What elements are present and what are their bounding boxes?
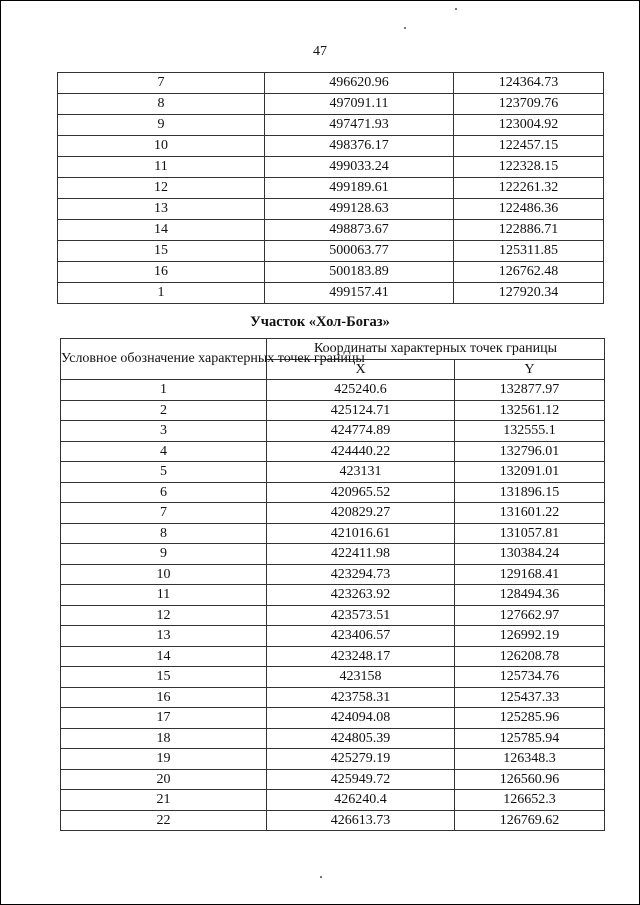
coord-y-cell: 131601.22 <box>455 503 605 524</box>
coord-y-cell: 123004.92 <box>454 115 604 136</box>
coord-x-cell: 424805.39 <box>267 728 455 749</box>
header-col-y: Y <box>455 359 605 380</box>
table-header-row <box>61 339 605 360</box>
coord-y-cell: 127920.34 <box>454 283 604 304</box>
coord-y-cell: 131896.15 <box>455 482 605 503</box>
point-number-cell: 14 <box>61 646 267 667</box>
point-number-cell: 15 <box>58 241 265 262</box>
coord-x-cell: 421016.61 <box>267 523 455 544</box>
table-row <box>61 400 605 421</box>
coord-x-cell: 500183.89 <box>265 262 454 283</box>
coord-y-cell: 123709.76 <box>454 94 604 115</box>
point-number-cell: 1 <box>61 380 267 401</box>
coord-x-cell: 499128.63 <box>265 199 454 220</box>
coord-x-cell: 424440.22 <box>267 441 455 462</box>
table-row <box>61 626 605 647</box>
point-number-cell: 17 <box>61 708 267 729</box>
table-row <box>58 178 604 199</box>
point-number-cell: 3 <box>61 421 267 442</box>
table-row <box>61 749 605 770</box>
table-row <box>58 220 604 241</box>
header-coordinates-group: Координаты характерных точек границы <box>267 339 605 360</box>
table-row <box>58 73 604 94</box>
point-number-cell: 10 <box>58 136 265 157</box>
coord-x-cell: 425240.6 <box>267 380 455 401</box>
scan-speck <box>320 876 322 878</box>
table-row <box>61 421 605 442</box>
coord-y-cell: 126762.48 <box>454 262 604 283</box>
coord-x-cell: 420829.27 <box>267 503 455 524</box>
point-number-cell: 1 <box>58 283 265 304</box>
table-row <box>61 667 605 688</box>
coord-y-cell: 125437.33 <box>455 687 605 708</box>
coord-x-cell: 496620.96 <box>265 73 454 94</box>
point-number-cell: 16 <box>58 262 265 283</box>
scan-speck <box>455 8 457 10</box>
coord-y-cell: 125785.94 <box>455 728 605 749</box>
coord-x-cell: 498873.67 <box>265 220 454 241</box>
point-number-cell: 5 <box>61 462 267 483</box>
coord-x-cell: 498376.17 <box>265 136 454 157</box>
coord-x-cell: 424094.08 <box>267 708 455 729</box>
point-number-cell: 22 <box>61 810 267 831</box>
point-number-cell: 20 <box>61 769 267 790</box>
coord-y-cell: 122457.15 <box>454 136 604 157</box>
header-point-designation: Условное обозначение характерных точек границы <box>61 339 267 380</box>
point-number-cell: 16 <box>61 687 267 708</box>
coord-x-cell: 499157.41 <box>265 283 454 304</box>
coord-x-cell: 425949.72 <box>267 769 455 790</box>
table-row <box>61 462 605 483</box>
coord-x-cell: 423263.92 <box>267 585 455 606</box>
coord-x-cell: 497471.93 <box>265 115 454 136</box>
coord-x-cell: 426613.73 <box>267 810 455 831</box>
coord-x-cell: 423573.51 <box>267 605 455 626</box>
table-row <box>58 241 604 262</box>
coord-x-cell: 423131 <box>267 462 455 483</box>
table2-body <box>61 380 605 831</box>
coord-x-cell: 423158 <box>267 667 455 688</box>
table-row <box>58 262 604 283</box>
table-row <box>61 544 605 565</box>
page-number: 47 <box>313 44 327 59</box>
coord-y-cell: 122886.71 <box>454 220 604 241</box>
table-row <box>61 790 605 811</box>
point-number-cell: 8 <box>58 94 265 115</box>
coord-x-cell: 423758.31 <box>267 687 455 708</box>
coord-y-cell: 126208.78 <box>455 646 605 667</box>
table-row <box>58 94 604 115</box>
point-number-cell: 10 <box>61 564 267 585</box>
point-number-cell: 12 <box>58 178 265 199</box>
coord-y-cell: 131057.81 <box>455 523 605 544</box>
point-number-cell: 4 <box>61 441 267 462</box>
point-number-cell: 11 <box>61 585 267 606</box>
table-row <box>61 585 605 606</box>
header-col-x: X <box>267 359 455 380</box>
table-row <box>61 482 605 503</box>
coord-y-cell: 126652.3 <box>455 790 605 811</box>
coord-y-cell: 126992.19 <box>455 626 605 647</box>
point-number-cell: 14 <box>58 220 265 241</box>
coord-x-cell: 424774.89 <box>267 421 455 442</box>
coord-x-cell: 499033.24 <box>265 157 454 178</box>
table-row <box>58 115 604 136</box>
coord-y-cell: 132877.97 <box>455 380 605 401</box>
table-row <box>58 136 604 157</box>
table-row <box>58 283 604 304</box>
coordinates-table <box>60 338 605 831</box>
coord-y-cell: 125311.85 <box>454 241 604 262</box>
coord-x-cell: 499189.61 <box>265 178 454 199</box>
point-number-cell: 11 <box>58 157 265 178</box>
point-number-cell: 9 <box>61 544 267 565</box>
coord-x-cell: 426240.4 <box>267 790 455 811</box>
table-row <box>61 728 605 749</box>
point-number-cell: 18 <box>61 728 267 749</box>
table-row <box>61 441 605 462</box>
point-number-cell: 13 <box>58 199 265 220</box>
coord-y-cell: 126769.62 <box>455 810 605 831</box>
coord-y-cell: 132561.12 <box>455 400 605 421</box>
table-row <box>61 564 605 585</box>
coordinates-table-continued <box>57 72 604 304</box>
table-row <box>61 605 605 626</box>
point-number-cell: 2 <box>61 400 267 421</box>
point-number-cell: 12 <box>61 605 267 626</box>
coord-y-cell: 122261.32 <box>454 178 604 199</box>
coord-x-cell: 425279.19 <box>267 749 455 770</box>
coord-x-cell: 423248.17 <box>267 646 455 667</box>
coord-y-cell: 132555.1 <box>455 421 605 442</box>
coord-x-cell: 497091.11 <box>265 94 454 115</box>
coord-y-cell: 129168.41 <box>455 564 605 585</box>
point-number-cell: 15 <box>61 667 267 688</box>
coord-y-cell: 125285.96 <box>455 708 605 729</box>
coord-y-cell: 127662.97 <box>455 605 605 626</box>
point-number-cell: 8 <box>61 523 267 544</box>
point-number-cell: 21 <box>61 790 267 811</box>
table-row <box>61 380 605 401</box>
table-row <box>61 687 605 708</box>
coord-x-cell: 420965.52 <box>267 482 455 503</box>
point-number-cell: 9 <box>58 115 265 136</box>
point-number-cell: 19 <box>61 749 267 770</box>
coord-x-cell: 500063.77 <box>265 241 454 262</box>
table-row <box>61 769 605 790</box>
coord-y-cell: 125734.76 <box>455 667 605 688</box>
point-number-cell: 7 <box>61 503 267 524</box>
table-row <box>58 157 604 178</box>
table-row <box>61 523 605 544</box>
coord-y-cell: 128494.36 <box>455 585 605 606</box>
scan-speck <box>404 27 406 29</box>
coord-y-cell: 126560.96 <box>455 769 605 790</box>
table-row <box>61 708 605 729</box>
coord-y-cell: 132091.01 <box>455 462 605 483</box>
coord-y-cell: 124364.73 <box>454 73 604 94</box>
table-row <box>61 646 605 667</box>
section-title: Участок «Хол-Богаз» <box>250 314 390 330</box>
point-number-cell: 13 <box>61 626 267 647</box>
table-row <box>61 810 605 831</box>
table1-body <box>58 73 604 304</box>
coord-y-cell: 122486.36 <box>454 199 604 220</box>
coord-y-cell: 132796.01 <box>455 441 605 462</box>
coord-x-cell: 422411.98 <box>267 544 455 565</box>
coord-y-cell: 130384.24 <box>455 544 605 565</box>
coord-x-cell: 423406.57 <box>267 626 455 647</box>
coord-x-cell: 425124.71 <box>267 400 455 421</box>
coord-y-cell: 126348.3 <box>455 749 605 770</box>
table-row <box>61 503 605 524</box>
point-number-cell: 7 <box>58 73 265 94</box>
point-number-cell: 6 <box>61 482 267 503</box>
coord-x-cell: 423294.73 <box>267 564 455 585</box>
table-row <box>58 199 604 220</box>
coord-y-cell: 122328.15 <box>454 157 604 178</box>
